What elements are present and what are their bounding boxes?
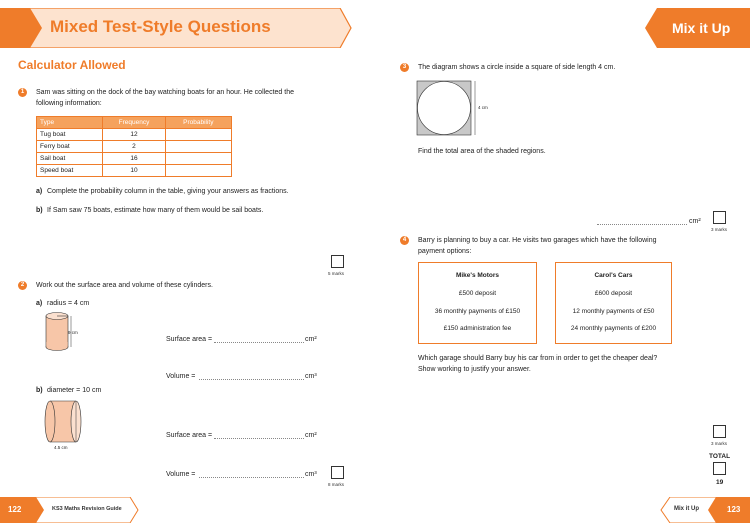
- table-cell-frequency: 12: [103, 129, 165, 141]
- garage-name: Mike's Motors: [455, 272, 500, 279]
- q2-mark-box[interactable]: [331, 466, 344, 479]
- garage-fee: £150 administration fee: [443, 325, 512, 332]
- table-cell-probability[interactable]: [165, 141, 231, 153]
- garage-extra-payments: 24 monthly payments of £200: [570, 325, 657, 332]
- q1-part-b-label: b): [36, 207, 43, 214]
- right-tab-title: Mix it Up: [672, 20, 731, 36]
- q2b-surface-area-label: Surface area =: [166, 432, 213, 439]
- question-number-4: 4: [400, 236, 409, 245]
- q2a-surface-area-unit: cm²: [305, 336, 317, 343]
- table-header: Frequency: [103, 117, 165, 129]
- q2-part-b-label: b): [36, 387, 43, 394]
- q2b-surface-area-answer-line[interactable]: [214, 438, 304, 439]
- q4-question-line1: Which garage should Barry buy his car from in order to get the cheaper deal?: [418, 355, 658, 362]
- q1-marks-label: 5 marks: [328, 271, 345, 276]
- table-cell-probability[interactable]: [165, 165, 231, 177]
- table-cell-probability[interactable]: [165, 153, 231, 165]
- q4-text-line2: payment options:: [418, 248, 472, 255]
- table-cell-probability[interactable]: [165, 129, 231, 141]
- q2a-surface-area-answer-line[interactable]: [214, 342, 304, 343]
- q2b-volume-label: Volume =: [166, 471, 196, 478]
- q1-part-b-text: If Sam saw 75 boats, estimate how many of them would be sail boats.: [47, 207, 264, 214]
- garage-payments: 36 monthly payments of £150: [434, 308, 521, 315]
- q3-answer-line[interactable]: [597, 224, 687, 225]
- table-cell-type: Sail boat: [37, 153, 103, 165]
- q3-question: Find the total area of the shaded regions.: [418, 148, 546, 155]
- q4-marks-label: 3 marks: [711, 441, 728, 446]
- page-title: Mixed Test-Style Questions: [50, 17, 271, 36]
- table-cell-frequency: 16: [103, 153, 165, 165]
- q2-text: Work out the surface area and volume of these cylinders.: [36, 282, 213, 289]
- q3-marks-label: 3 marks: [711, 227, 728, 232]
- garage-payments: 12 monthly payments of £50: [572, 308, 655, 315]
- total-value: 19: [716, 479, 724, 486]
- q2-part-b-text: diameter = 10 cm: [47, 387, 102, 394]
- q1-mark-box[interactable]: [331, 255, 344, 268]
- q2a-surface-area-label: Surface area =: [166, 336, 213, 343]
- table-header: Probability: [165, 117, 231, 129]
- section-title: Calculator Allowed: [18, 58, 126, 72]
- total-box[interactable]: [713, 462, 726, 475]
- q2a-volume-unit: cm³: [305, 373, 317, 380]
- table-cell-type: Speed boat: [37, 165, 103, 177]
- table-header: Type: [37, 117, 103, 129]
- q1-text-line1: Sam was sitting on the dock of the bay watching boats for an hour. He collected the: [36, 89, 294, 96]
- table-row: [37, 129, 232, 141]
- garage-card-mikes-motors: [418, 262, 537, 344]
- cylinder-a-height-label: 9 cm: [68, 330, 78, 335]
- q1-text-line2: following information:: [36, 100, 102, 107]
- garage-deposit: £600 deposit: [594, 290, 633, 297]
- total-label: TOTAL: [709, 453, 731, 460]
- q2-part-a-text: radius = 4 cm: [47, 300, 90, 307]
- q1-part-a-label: a): [36, 188, 43, 195]
- q3-side-label: 4 cm: [478, 105, 488, 110]
- q2b-volume-answer-line[interactable]: [199, 477, 304, 478]
- cylinder-b-height-label: 4.5 cm: [54, 445, 68, 450]
- question-number-2: 2: [18, 281, 27, 290]
- footer-right-title: Mix it Up: [674, 506, 699, 512]
- footer-right-page-number: 123: [727, 505, 741, 514]
- table-cell-type: Ferry boat: [37, 141, 103, 153]
- q2b-surface-area-unit: cm²: [305, 432, 317, 439]
- q3-mark-box[interactable]: [713, 211, 726, 224]
- q3-unit: cm²: [689, 218, 701, 225]
- table-cell-type: Tug boat: [37, 129, 103, 141]
- q2-part-a-label: a): [36, 300, 43, 307]
- table-cell-frequency: 2: [103, 141, 165, 153]
- q2-marks-label: 8 marks: [328, 482, 345, 487]
- circle-in-square-diagram: [416, 80, 478, 138]
- q2b-volume-unit: cm³: [305, 471, 317, 478]
- cylinder-b-diagram: [44, 399, 84, 445]
- table-row: [37, 153, 232, 165]
- q2a-volume-answer-line[interactable]: [199, 379, 304, 380]
- garage-deposit: £500 deposit: [458, 290, 497, 297]
- q4-text-line1: Barry is planning to buy a car. He visits two garages which have the following: [418, 237, 657, 244]
- question-number-1: 1: [18, 88, 27, 97]
- table-row: [37, 165, 232, 177]
- frequency-table: [36, 116, 232, 177]
- table-row: [37, 141, 232, 153]
- q2a-volume-label: Volume =: [166, 373, 196, 380]
- table-cell-frequency: 10: [103, 165, 165, 177]
- q1-part-a-text: Complete the probability column in the table, giving your answers as fractions.: [47, 188, 289, 195]
- question-number-3: 3: [400, 63, 409, 72]
- q3-text: The diagram shows a circle inside a square of side length 4 cm.: [418, 64, 616, 71]
- q4-question-line2: Show working to justify your answer.: [418, 366, 531, 373]
- garage-name: Carol's Cars: [594, 272, 633, 279]
- footer-left-page-number: 122: [8, 505, 22, 514]
- garage-card-carols-cars: [555, 262, 672, 344]
- footer-left-title: KS3 Maths Revision Guide: [52, 506, 122, 512]
- q4-mark-box[interactable]: [713, 425, 726, 438]
